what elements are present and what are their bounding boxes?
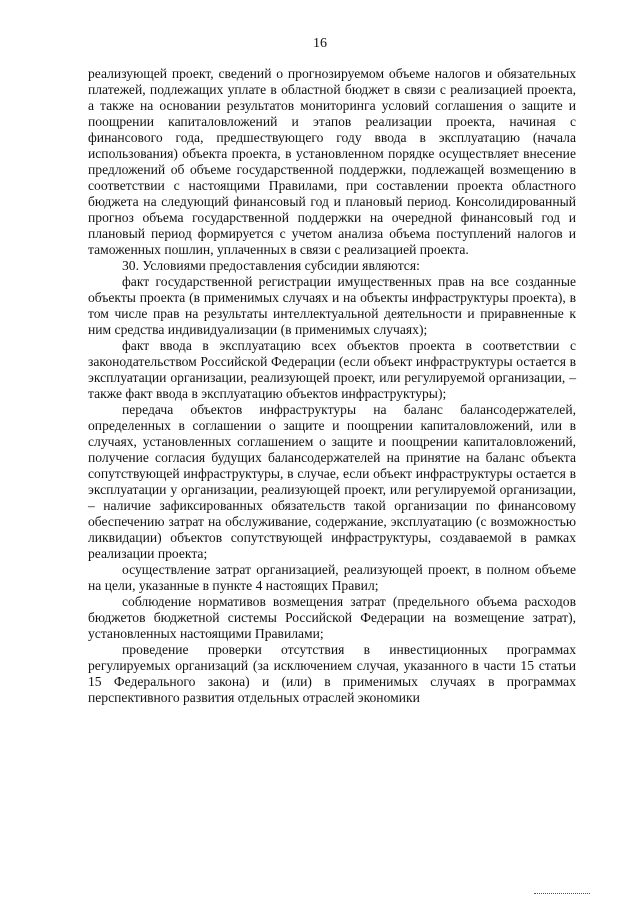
paragraph-condition-registration: факт государственной регистрации имущественных прав на все созданные объекты проекта (в применимых случаях и на объекты инфраструктуры проекта), в том числе прав на результаты интеллектуальной деятельности и приравненные к ним средства индивидуализации (в применимых случаях); — [88, 274, 576, 337]
paragraph-condition-transfer: передача объектов инфраструктуры на баланс балансодержателей, определенных в соглашении о защите и поощрении капиталовложений, или в случаях, установленных соглашением о защите и поощрении капиталовложений, получение согласия будущих балансодержателей на принятие на баланс объекта сопутствующей инфраструктуры, в случае, если объект инфраструктуры остается в эксплуатации у организации, реализующей проект, или регулируемой организации, – наличие зафиксированных обязательств такой организации по финансовому обеспечению затрат на обслуживание, содержание, эксплуатацию (с возможностью ликвидации) объектов сопутствующей инфраструктуры, создаваемой в рамках реализации проекта; — [88, 402, 576, 561]
paragraph-item-30-heading: 30. Условиями предоставления субсидии являются: — [122, 258, 420, 273]
paragraph-condition-costs: осуществление затрат организацией, реализующей проект, в полном объеме на цели, указанные в пункте 4 настоящих Правил; — [88, 562, 576, 593]
paragraph-condition-verification: проведение проверки отсутствия в инвестиционных программах регулируемых организаций (за исключением случая, указанного в части 15 статьи 15 Федерального закона) и (или) в применимых случаях в программах перспективного развития отдельных отраслей экономики — [88, 642, 576, 705]
body-text — [88, 66, 576, 706]
paragraph-condition-norms: соблюдение нормативов возмещения затрат (предельного объема расходов бюджетов бюджетной системы Российской Федерации на возмещение затрат), установленных настоящими Правилами; — [88, 594, 576, 641]
paragraph-condition-commissioning: факт ввода в эксплуатацию всех объектов проекта в соответствии с законодательством Российской Федерации (если объект инфраструктуры остается в эксплуатации организации, реализующей проект, или регулируемой организации, – также факт ввода в эксплуатацию объектов инфраструктуры); — [88, 338, 576, 401]
paragraph-continuation: реализующей проект, сведений о прогнозируемом объеме налогов и обязательных платежей, подлежащих уплате в областной бюджет в связи с реализацией проекта, а также на основании результатов мониторинга условий соглашения о защите и поощрении капиталовложений и этапов реализации проекта, начиная с финансового года, предшествующего году ввода в эксплуатацию (начала использования) объекта проекта, в установленном порядке осуществляет внесение предложений об объеме государственной поддержки, подлежащей возмещению в соответствии с настоящими Правилами, при составлении проекта областного бюджета на следующий финансовый год и плановый период. Консолидированный прогноз объема государственной поддержки на очередной финансовый год и плановый период формируется с учетом анализа объема поступлений налогов и таможенных пошлин, уплаченных в связи с реализацией проекта. — [88, 66, 576, 257]
page-number: 16 — [313, 36, 327, 51]
footer-dotted-line — [534, 893, 590, 894]
